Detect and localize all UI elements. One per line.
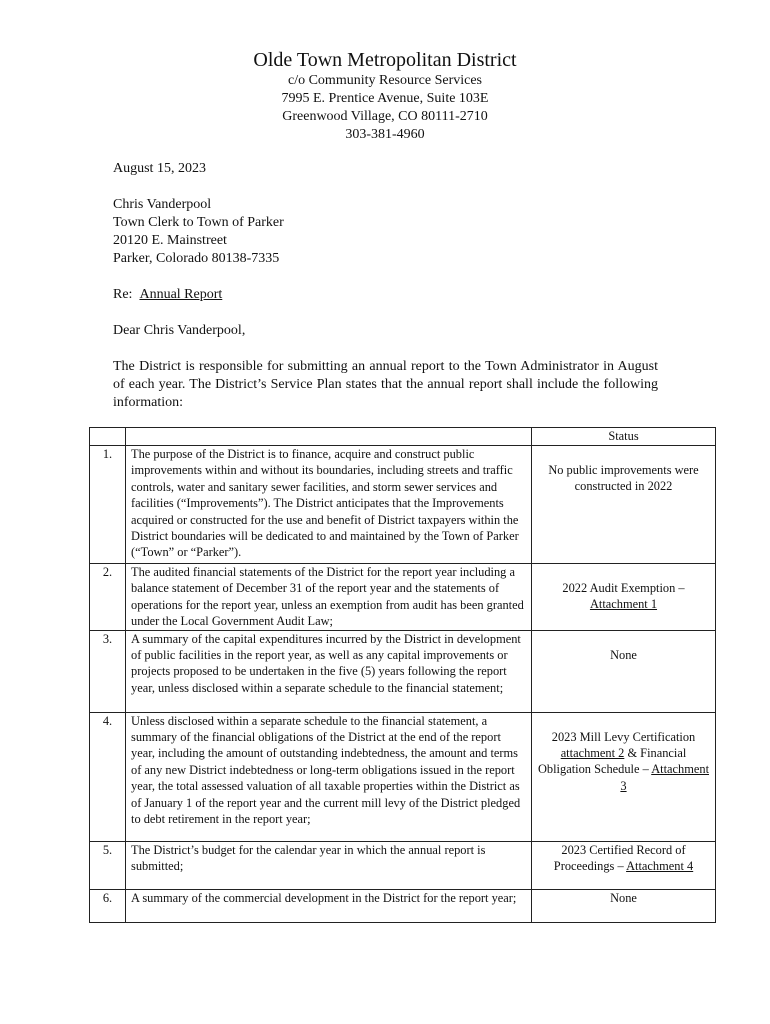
status-text: & Financial Obligation Schedule –: [537, 746, 687, 777]
row-number: 5.: [90, 841, 126, 889]
row-status: [532, 630, 716, 712]
table-header-row: [90, 428, 716, 446]
salutation: Dear Chris Vanderpool,: [113, 323, 246, 338]
row-status: [532, 564, 716, 631]
table-row: [90, 712, 716, 841]
table-row: [90, 564, 716, 631]
row-description: The District’s budget for the calendar year in which the annual report is submitted;: [126, 841, 532, 889]
re-label: Re:: [113, 287, 133, 302]
header-num-cell: [90, 428, 126, 446]
recipient-street: 20120 E. Mainstreet: [113, 233, 227, 248]
row-number: 6.: [90, 889, 126, 922]
recipient-city: Parker, Colorado 80138-7335: [113, 251, 280, 266]
status-text: No public improvements were constructed in 2022: [548, 463, 699, 494]
table-row: [90, 889, 716, 922]
table-row: [90, 446, 716, 564]
intro-paragraph: The District is responsible for submitting an annual report to the Town Administrator in August of each year. The District’s Service Plan states that the annual report shall include the following information:: [113, 359, 658, 410]
recipient-name: Chris Vanderpool: [113, 197, 212, 212]
recipient-title: Town Clerk to Town of Parker: [113, 215, 284, 230]
row-description: The audited financial statements of the District for the report year including a balance statement of December 31 of the report year and the statements of operations for the report year, unless an exemption from audit has been granted under the Local Government Audit Law;: [126, 564, 532, 631]
recipient-block: [113, 196, 658, 268]
row-description: The purpose of the District is to finance, acquire and construct public improvements within and without its boundaries, including streets and traffic controls, water and sanitary sewer facilities, and storm sewer services and facilities (“Improvements”). The District anticipates that the Improvements acquired or constructed for the use and benefit of District taxpayers within the District boundaries will be dedicated to and maintained by the Town of Parker (“Town” or “Parker”).: [126, 446, 532, 564]
status-text: None: [610, 890, 637, 905]
re-subject: Annual Report: [139, 287, 223, 302]
row-status: [532, 889, 716, 922]
row-description: A summary of the capital expenditures incurred by the District in development of public facilities in the report year, as well as any capital improvements or projects proposed to be undertaken in the five (5) years following the report year, unless disclosed within a separate schedule to the financial statement;: [126, 630, 532, 712]
row-number: 1.: [90, 446, 126, 564]
city-state-zip: Greenwood Village, CO 80111-2710: [282, 109, 488, 124]
status-text: 2022 Audit Exemption –: [562, 581, 685, 595]
row-status: [532, 712, 716, 841]
table-row: [90, 841, 716, 889]
letter-date: August 15, 2023: [113, 161, 206, 176]
row-status: [532, 446, 716, 564]
table-row: [90, 630, 716, 712]
status-text: 2023 Mill Levy Certification: [551, 729, 696, 744]
row-number: 3.: [90, 630, 126, 712]
subject-line: [113, 286, 658, 304]
attachment-link[interactable]: Attachment 1: [589, 597, 658, 612]
district-name: Olde Town Metropolitan District: [253, 49, 517, 71]
row-number: 2.: [90, 564, 126, 631]
header-desc-cell: [126, 428, 532, 446]
letterhead: [0, 48, 770, 144]
status-text: None: [610, 647, 637, 662]
attachment-link[interactable]: Attachment 4: [626, 859, 694, 874]
attachment-link[interactable]: Attachment 3: [620, 762, 710, 793]
row-description: A summary of the commercial development in the District for the report year;: [126, 889, 532, 922]
status-text: 2023 Certified Record of Proceedings –: [553, 842, 686, 874]
attachment-link[interactable]: attachment 2: [560, 746, 625, 761]
street-address: 7995 E. Prentice Avenue, Suite 103E: [281, 91, 489, 106]
row-number: 4.: [90, 712, 126, 841]
phone-number: 303-381-4960: [345, 127, 425, 142]
requirements-table: [89, 427, 716, 923]
row-description: Unless disclosed within a separate schedule to the financial statement, a summary of the financial obligations of the District at the end of the report year, including the amount of outstanding indebtedness, the amount and terms of any new District indebtedness or long-term obligations issued in the report year, the total assessed valuation of all taxable properties within the District as of January 1 of the report year and the current mill levy of the District pledged to debt retirement in the report year;: [126, 712, 532, 841]
care-of-line: c/o Community Resource Services: [287, 73, 483, 88]
row-status: [532, 841, 716, 889]
header-status-cell: Status: [532, 428, 716, 446]
